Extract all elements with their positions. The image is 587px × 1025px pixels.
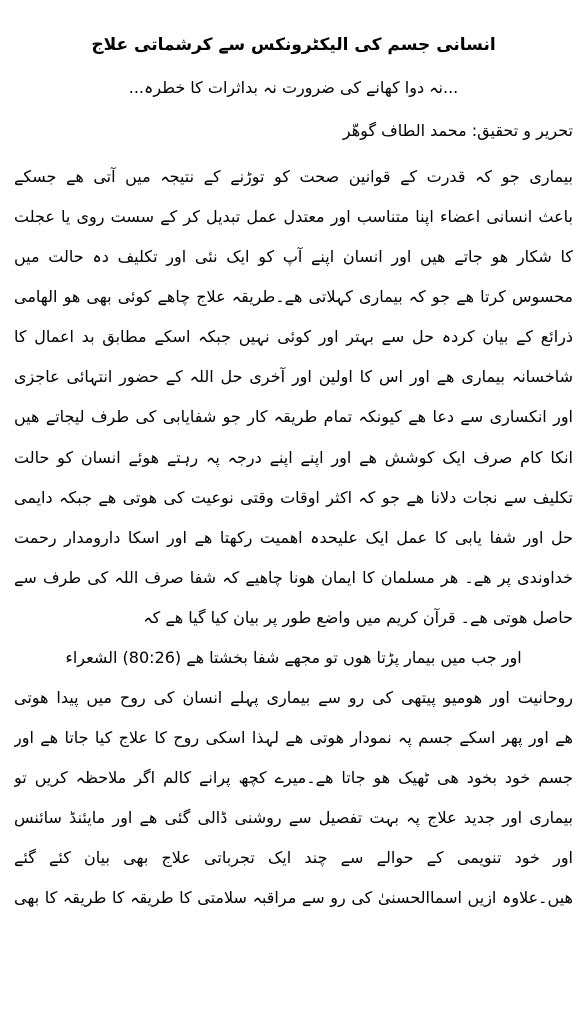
- body-line: بیماری اور جدید علاج پہ بہت تفصیل سے روشنی ڈالی گئی ھے اور مایئنڈ سائنس: [14, 808, 573, 827]
- body-line: خداوندی پر ھے۔ ھر مسلمان کا ایمان ھونا چاھیے کہ شفا صرف اللہ کی طرف سے: [14, 568, 573, 587]
- article-title: انسانی جسم کی الیکٹرونکس سے کرشماتی علاج: [91, 35, 496, 55]
- body-line: انکا کام صرف ایک کوشش ھے اور اپنے اپنے درجہ پہ رہتے ھوئے انسان کو حالت: [14, 448, 573, 467]
- body-line: ذرائع کے بیان کردہ حل سے بہتر اور کوئی نہیں جبکہ اسکے مطابق بد اعمال کا: [14, 327, 573, 346]
- body-line: محسوس کرتا ھے جو کہ بیماری کہلاتی ھے۔طریقہ علاج چاھے کوئی بھی ھو الھامی: [14, 287, 573, 306]
- quran-verse: اور جب میں بیمار پڑتا ھوں تو مجھے شفا بخشتا ھے (80:26) الشعراء: [65, 648, 522, 667]
- body-line: روحانیت اور ھومیو پیتھی کی رو سے بیماری پہلے انسان کی روح میں پیدا ھوتی: [14, 688, 573, 707]
- body-line: بیماری جو کہ قدرت کے قوانین صحت کو توڑنے کے نتیجہ میں آتی ھے جسکے: [14, 167, 573, 186]
- article-subtitle: ...نہ دوا کھانے کی ضرورت نہ بداثرات کا خطرہ...: [128, 78, 459, 97]
- body-line: شاخسانہ بیماری ھے اور اس کا اولین اور آخری حل اللہ کے حضور انتہائی عاجزی: [14, 367, 573, 386]
- body-line: حل اور شفا یابی کا عمل ایک علیحدہ اھمیت رکھتا ھے اور اسکا دارومدار رحمت: [14, 528, 573, 547]
- body-line: ھیں۔علاوہ ازیں اسماالحسنیٰ کی رو سے مراقبہ سلامتی کا طریقہ کا طریقہ کا بھی: [14, 888, 573, 907]
- author-line: تحریر و تحقیق: محمد الطاف گوھّر: [342, 121, 573, 140]
- body-line: تکلیف سے نجات دلانا ھے جو کہ اکثر اوقات وقتی نوعیت کی ھوتی ھے جبکہ دایمی: [14, 488, 573, 507]
- body-line: باعث انسانی اعضاء اپنا متناسب اور معتدل عمل تبدیل کر کے سست روی یا عجلت: [14, 207, 573, 226]
- body-line: ھے اور پھر اسکے جسم پہ نمودار ھوتی ھے لہذا اسکی روح کا علاج کیا جاتا ھے اور: [14, 728, 573, 747]
- body-line: کا شکار ھو جاتے ھیں اور انسان اپنے آپ کو ایک نئی اور تکلیف دہ حالت میں: [14, 247, 573, 266]
- body-line: اور خود تنویمی کے حوالے سے چند ایک تجرباتی علاج بھی بیان کئے گئے: [14, 848, 573, 867]
- body-line: اور انکساری سے دعا ھے کیونکہ تمام طریقہ کار جو شفایابی کی طرف لیجاتے ھیں: [14, 407, 573, 426]
- body-line: جسم خود بخود ھی ٹھیک ھو جاتا ھے۔میرے کچھ پرانے کالم اگر ملاحظہ کریں تو: [14, 768, 573, 787]
- body-line: حاصل ھوتی ھے۔ قرآن کریم میں واضع طور پر بیان کیا گیا ھے کہ: [143, 608, 573, 627]
